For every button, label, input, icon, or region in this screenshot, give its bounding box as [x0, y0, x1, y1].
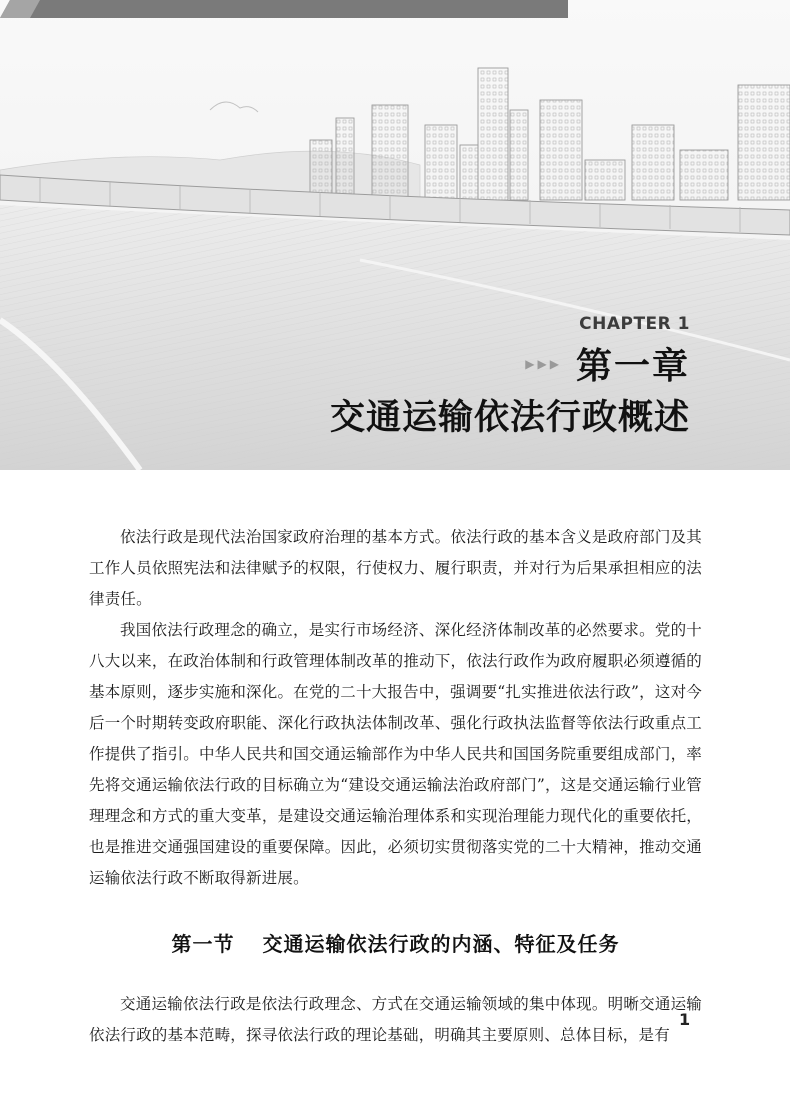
section-paragraph: 交通运输依法行政是依法行政理念、方式在交通运输领域的集中体现。明晰交通运输依法行政的基本范畴，探寻依法行政的理论基础，明确其主要原则、总体目标，是有 — [89, 995, 702, 1044]
chapter-banner — [0, 0, 790, 470]
banner-bar — [0, 0, 568, 18]
intro-paragraph-2: 我国依法行政理念的确立，是实行市场经济、深化经济体制改革的必然要求。党的十八大以来，在政治体制和行政管理体制改革的推动下，依法行政作为政府履职必须遵循的基本原则，逐步实施和深化。在党的二十大报告中，强调要“扎实推进依法行政”，这对今后一个时期转变政府职能、深化行政执法体制改革、强化行政执法监督等依法行政重点工作提供了指引。中华人民共和国交通运输部作为中华人民共和国国务院重要组成部门，率先将交通运输依法行政的目标确立为“建设交通运输法治政府部门”，这是交通运输行业管理理念和方式的重大变革，是建设交通运输治理体系和实现治理能力现代化的重要依托，也是推进交通强国建设的重要保障。因此，必须切实贯彻落实党的二十大精神，推动交通运输依法行政不断取得新进展。 — [89, 621, 702, 887]
triple-chevron-icon: ▶ ▶ ▶ — [525, 356, 559, 371]
intro-paragraph-1: 依法行政是现代法治国家政府治理的基本方式。依法行政的基本含义是政府部门及其工作人员依照宪法和法律赋予的权限，行使权力、履行职责，并对行为后果承担相应的法律责任。 — [89, 528, 702, 608]
section-heading — [89, 928, 702, 957]
page-content — [89, 522, 702, 1051]
page-number: 1 — [679, 1010, 691, 1029]
chapter-label: CHAPTER 1 — [579, 314, 690, 334]
chapter-number: 第一章 — [575, 346, 690, 387]
section-number: 第一节 — [171, 932, 235, 956]
chapter-number-row — [525, 338, 690, 389]
section-title: 交通运输依法行政的内涵、特征及任务 — [262, 932, 620, 956]
chapter-title: 交通运输依法行政概述 — [329, 398, 690, 438]
